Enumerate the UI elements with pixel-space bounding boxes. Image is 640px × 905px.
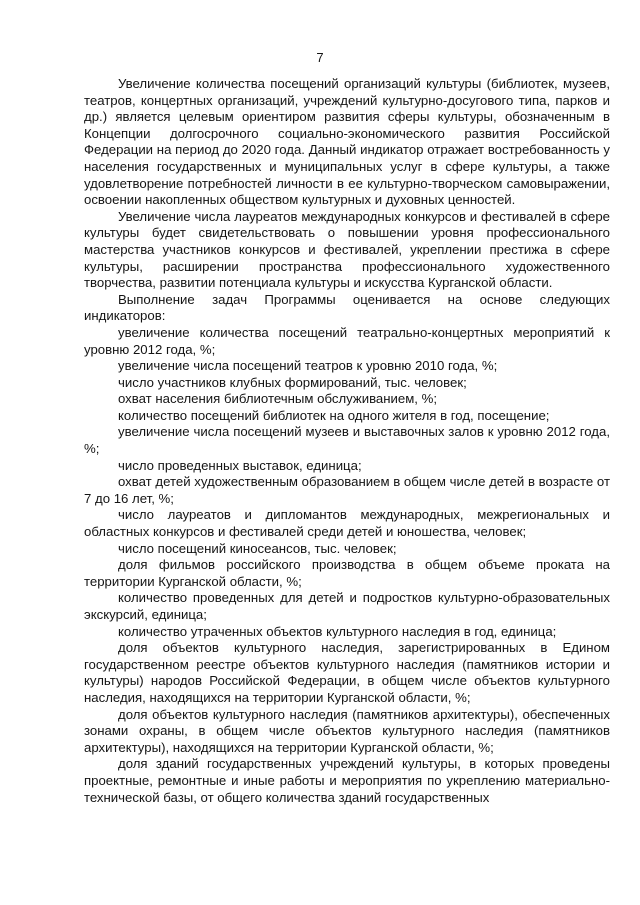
indicator-item: охват детей художественным образованием в общем числе детей в возрасте от 7 до 16 лет, %; [84, 474, 610, 506]
indicator-item: доля зданий государственных учреждений культуры, в которых проведены проектные, ремонтные и иные работы и мероприятия по укреплению материально-технической базы, от общего количества зданий государственных [84, 756, 610, 805]
indicator-item: увеличение количества посещений театрально-концертных мероприятий к уровню 2012 года, %; [84, 324, 610, 357]
indicator-item: охват населения библиотечным обслуживанием, %; [118, 391, 438, 407]
indicator-item: число участников клубных формирований, тыс. человек; [118, 374, 467, 390]
indicator-item: увеличение числа посещений музеев и выставочных залов к уровню 2012 года, %; [84, 424, 610, 457]
indicator-item: число посещений киносеансов, тыс. человек; [118, 540, 397, 556]
paragraph: Увеличение количества посещений организаций культуры (библиотек, музеев, театров, концертных организаций, учреждений культурно-досугового типа, парков и др.) является целевым ориентиром развития сферы культуры, обозначенным в Концепции долгосрочного социально-экономического развития Российской Федерации на период до 2020 года. Данный индикатор отражает востребованность у населения государственных и муниципальных услуг в сфере культуры, а также удовлетворение потребностей личности в ее культурно-творческом самовыражении, освоении накопленных обществом культурных и духовных ценностей. [84, 76, 610, 208]
indicator-item: доля объектов культурного наследия (памятников архитектуры), обеспеченных зонами охраны, в общем числе объектов культурного наследия (памятников архитектуры), находящихся на территории Курганской области, %; [84, 706, 610, 755]
paragraph: Увеличение числа лауреатов международных конкурсов и фестивалей в сфере культуры будет свидетельствовать о повышении уровня профессионального мастерства участников конкурсов и фестивалей, укреплении престижа в сфере культуры, расширении пространства профессионального художественного творчества, развитии потенциала культуры и искусства Курганской области. [84, 208, 610, 291]
indicator-item: доля фильмов российского производства в общем объеме проката на территории Курганской области, %; [84, 557, 610, 589]
indicator-item: увеличение числа посещений театров к уровню 2010 года, %; [118, 358, 498, 374]
indicator-item: число проведенных выставок, единица; [118, 457, 362, 473]
indicator-item: количество проведенных для детей и подростков культурно-образовательных экскурсий, единица; [84, 590, 610, 622]
indicator-item: количество посещений библиотек на одного жителя в год, посещение; [118, 407, 550, 423]
page-number: 7 [316, 50, 324, 65]
indicator-item: доля объектов культурного наследия, зарегистрированных в Едином государственном реестре объектов культурного наследия (памятников истории и культуры) народов Российской Федерации, в общем числе объектов культурного наследия, находящихся на территории Курганской области, %; [84, 640, 610, 705]
indicator-item: число лауреатов и дипломантов международных, межрегиональных и областных конкурсов и фестивалей среди детей и юношества, человек; [84, 507, 610, 540]
body-text [84, 76, 610, 806]
indicator-item: количество утраченных объектов культурного наследия в год, единица; [118, 623, 557, 639]
paragraph: Выполнение задач Программы оценивается на основе следующих индикаторов: [84, 291, 610, 324]
